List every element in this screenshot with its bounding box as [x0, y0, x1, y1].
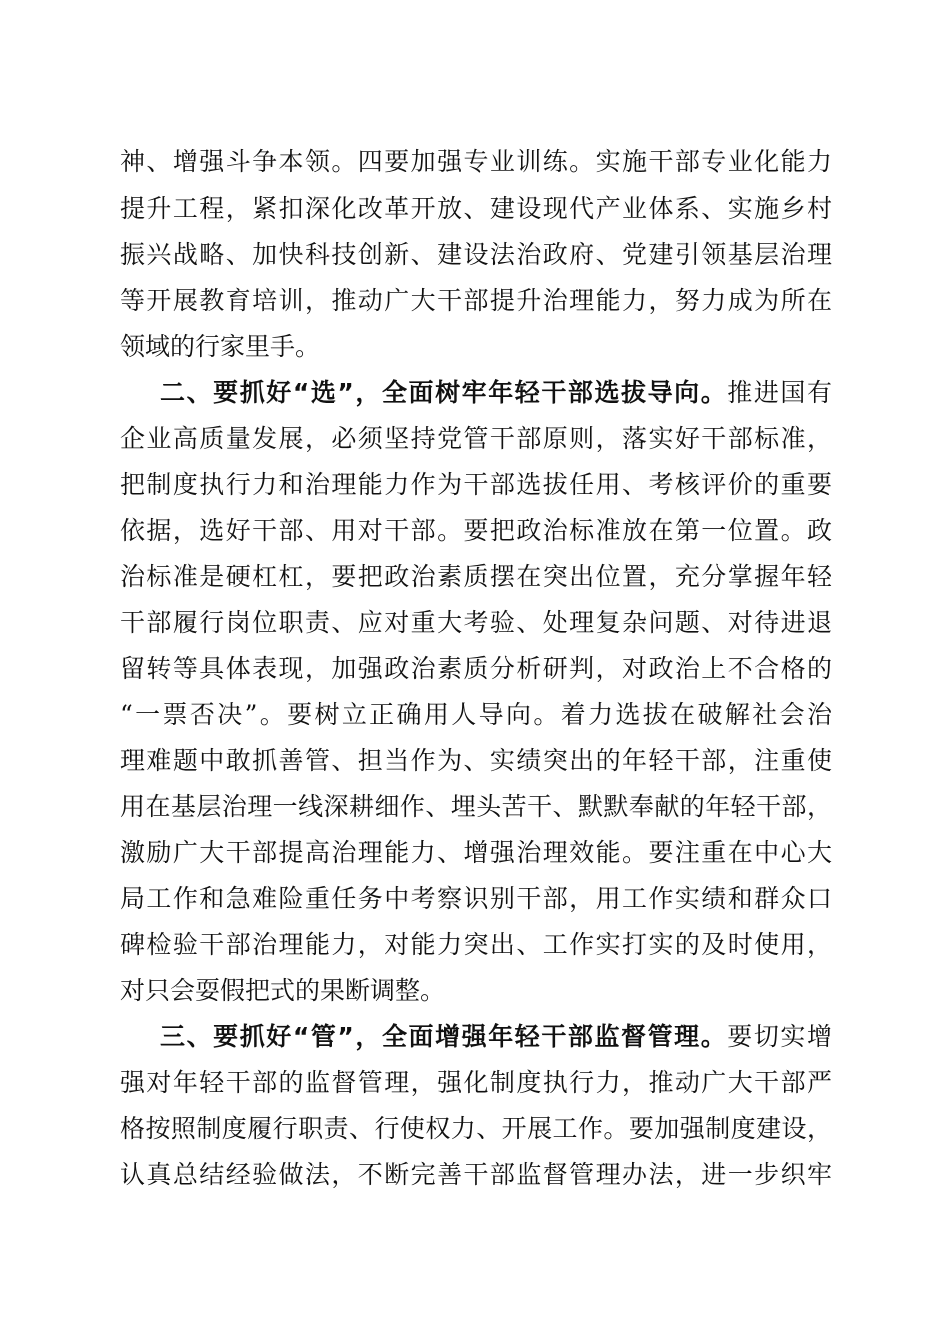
text-line: 干部履行岗位职责、应对重大考验、处理复杂问题、对待进退 [120, 608, 832, 637]
text-line: 碑检验干部治理能力，对能力突出、工作实打实的及时使用， [120, 930, 832, 959]
text-line: “一票否决”。要树立正确用人导向。着力选拔在破解社会治 [120, 700, 832, 729]
section-3-heading: 三、要抓好“管”，全面增强年轻干部监督管理。 [160, 1022, 728, 1051]
text-line: 神、增强斗争本领。四要加强专业训练。实施干部专业化能力 [120, 147, 832, 176]
text-line: 局工作和急难险重任务中考察识别干部，用工作实绩和群众口 [120, 884, 832, 913]
text-line: 用在基层治理一线深耕细作、埋头苦干、默默奉献的年轻干部， [120, 792, 832, 821]
text-line: 留转等具体表现，加强政治素质分析研判，对政治上不合格的 [120, 654, 832, 683]
section-2-first-line-text: 推进国有 [727, 378, 832, 407]
text-line: 理难题中敢抓善管、担当作为、实绩突出的年轻干部，注重使 [120, 746, 832, 775]
text-line: 认真总结经验做法，不断完善干部监督管理办法，进一步织牢 [120, 1160, 832, 1189]
section-2-heading: 二、要抓好“选”，全面树牢年轻干部选拔导向。 [160, 378, 728, 407]
text-line: 把制度执行力和治理能力作为干部选拔任用、考核评价的重要 [120, 470, 832, 499]
text-line: 企业高质量发展，必须坚持党管干部原则，落实好干部标准， [120, 424, 832, 453]
text-line: 领域的行家里手。 [120, 332, 321, 361]
text-line: 提升工程，紧扣深化改革开放、建设现代产业体系、实施乡村 [120, 194, 832, 223]
text-line: 振兴战略、加快科技创新、建设法治政府、党建引领基层治理 [120, 240, 832, 269]
section-3-first-line [160, 1020, 832, 1054]
text-line: 依据，选好干部、用对干部。要把政治标准放在第一位置。政 [120, 516, 832, 545]
text-line: 激励广大干部提高治理能力、增强治理效能。要注重在中心大 [120, 838, 832, 867]
section-2-first-line [160, 376, 832, 410]
text-line: 等开展教育培训，推动广大干部提升治理能力，努力成为所在 [120, 286, 832, 315]
section-3-first-line-text: 要切实增 [727, 1022, 832, 1051]
text-line: 格按照制度履行职责、行使权力、开展工作。要加强制度建设， [120, 1114, 832, 1143]
text-line: 强对年轻干部的监督管理，强化制度执行力，推动广大干部严 [120, 1068, 832, 1097]
text-line: 对只会耍假把式的果断调整。 [120, 976, 446, 1005]
text-line: 治标准是硬杠杠，要把政治素质摆在突出位置，充分掌握年轻 [120, 562, 832, 591]
